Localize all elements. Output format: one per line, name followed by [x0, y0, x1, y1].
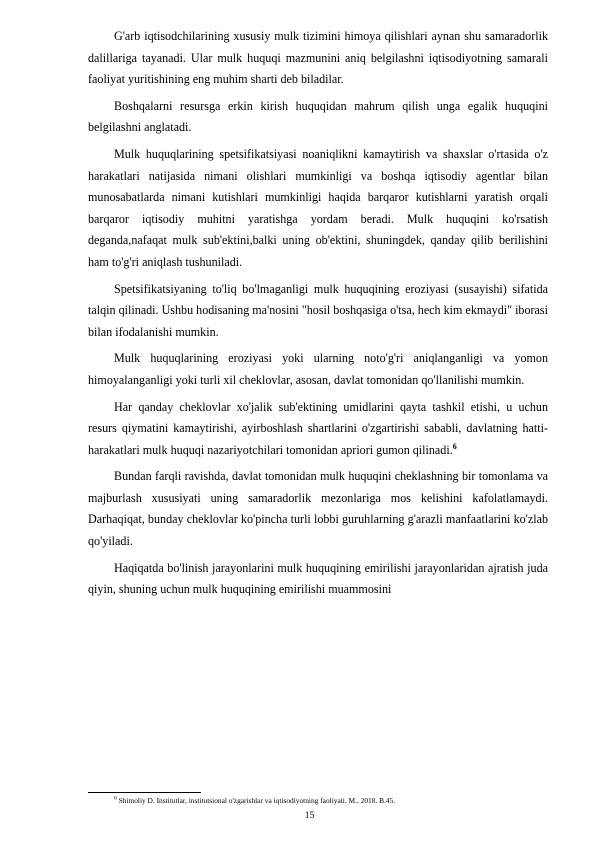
footnote-separator: [88, 792, 201, 793]
page-number: 15: [304, 811, 315, 821]
paragraph-4: Spetsifikatsiyaning to'liq bo'lmaganligi mulk huquqining eroziyasi (susayishi) sifatida talqin qilinadi. Ushbu hodisaning ma'nosini "hosil boshqasiga o'tsa, hech kim ekmaydi" iborasi bilan ifodalanishi mumkin.: [88, 281, 548, 339]
paragraph-2: Boshqalarni resursga erkin kirish huquqidan mahrum qilish unga egalik huquqini belgilashni anglatadi.: [88, 98, 548, 135]
paragraph-1: G'arb iqtisodchilarining xususiy mulk tizimini himoya qilishlari aynan shu samaradorlik dalillariga tayanadi. Ular mulk huquqi mazmunini aniq belgilashni iqtisodiyotning samarali faoliyat yuritishining eng muhim sharti deb biladilar.: [88, 29, 548, 87]
footnote: [114, 796, 554, 806]
paragraph-5: Mulk huquqlarining eroziyasi yoki ularning noto'g'ri aniqlanganligi va yomon himoyalanganligi yoki turli xil cheklovlar, asosan, davlat tomonidan qo'llanilishi mumkin.: [88, 351, 548, 387]
paragraph-6-text: Har qanday cheklovlar xo'jalik sub'ektining umidlarini qayta tashkil etishi, u uchun resurs qiymatini kamaytirishi, ayirboshlash shartlarini o'zgartirishi sababli, davlatning hatti-harakatlari mulk huquqi nazariyotchilari tomonidan apriori gumon qilinadi.: [88, 399, 548, 457]
paragraph-8: Haqiqatda bo'linish jarayonlarini mulk huquqining emirilishi jarayonlaridan ajratish juda qiyin, shuning uchun mulk huquqining emirilishi muammosini: [88, 560, 548, 597]
footnote-number: 6: [114, 795, 117, 802]
body-text: [88, 26, 548, 606]
paragraph-7: Bundan farqli ravishda, davlat tomonidan mulk huquqini cheklashning bir tomonlama va majburlash xususiyati uning samaradorlik mezonlariga mos kelishini kafolatlamaydi. Darhaqiqat, bunday cheklovlar ko'pincha turli lobbi guruhlarning g'arazli manfaatlarini ko'zlab qo'yiladi.: [88, 469, 548, 549]
footnote-reference[interactable]: 6: [452, 441, 457, 451]
paragraph-6: [88, 397, 548, 462]
footnote-text: Shimoliy D. Institutlar, institutsional o'zgarishlar va iqtisodiyotning faoliyati. M., 2018. B.45.: [118, 796, 396, 805]
paragraph-3: Mulk huquqlarining spetsifikatsiyasi noaniqlikni kamaytirish va shaxslar o'rtasida o'z harakatlari natijasida nimani olishlari mumkinligi va boshqa iqtisodiy agentlar bilan munosabatlarda nimani kutishlari mumkinligi haqida barqaror kutishlarni yaratish orqali barqaror iqtisodiy muhitni yaratishga yordam beradi. Mulk huquqini ko'rsatish deganda,nafaqat mulk sub'ektini,balki uning ob'ektini, shuningdek, qanday qilib berilishini ham to'g'ri aniqlash tushuniladi.: [88, 146, 548, 269]
